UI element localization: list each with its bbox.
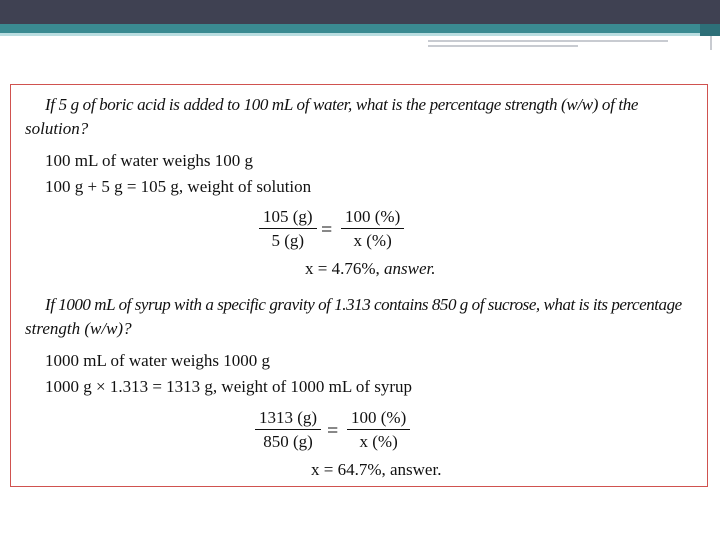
equals-sign: =: [327, 420, 339, 442]
problem1-question-line1: If 5 g of boric acid is added to 100 mL of water, what is the percentage strength (w/w) of the: [45, 95, 639, 114]
problem1-result: [305, 257, 435, 281]
fraction-denominator: 5 (g): [271, 231, 305, 250]
header-accent-band: [0, 24, 720, 33]
header-accent-strip: [0, 33, 720, 36]
problem1-step2: 100 g + 5 g = 105 g, weight of solution: [45, 177, 312, 196]
fraction-numerator: 100 (%): [351, 408, 407, 427]
fraction-denominator: 850 (g): [263, 432, 313, 451]
content-frame: [10, 84, 708, 487]
problem2-step2: 1000 g × 1.313 = 1313 g, weight of 1000 mL of syrup: [45, 377, 413, 396]
problem1-step1: 100 mL of water weighs 100 g: [45, 151, 254, 170]
problem2-question-line1: If 1000 mL of syrup with a specific gravity of 1.313 contains 850 g of sucrose, what is its percentage: [45, 295, 682, 314]
decor-line: [428, 45, 578, 47]
decor-line: [710, 36, 712, 50]
fraction-denominator: x (%): [359, 432, 398, 451]
problem2-question-line2: strength (w/w)?: [25, 319, 132, 338]
fraction-bar: [255, 429, 321, 430]
fraction-numerator: 1313 (g): [259, 408, 318, 427]
decor-line: [428, 40, 668, 42]
fraction-bar: [341, 228, 404, 229]
header-corner-accent: [700, 24, 720, 36]
problem2-fraction-right: [347, 408, 410, 452]
problem1-fraction-right: [341, 207, 404, 251]
result-value: x = 4.76%,: [305, 259, 380, 278]
problem2-step1: 1000 mL of water weighs 1000 g: [45, 351, 271, 370]
problem2-result: x = 64.7%, answer.: [311, 460, 442, 479]
fraction-bar: [259, 228, 317, 229]
fraction-bar: [347, 429, 410, 430]
problem1-fraction-left: [259, 207, 317, 251]
fraction-numerator: 105 (g): [263, 207, 313, 226]
problem2-fraction-left: [255, 408, 321, 452]
header-bar: [0, 0, 720, 24]
fraction-numerator: 100 (%): [345, 207, 401, 226]
fraction-denominator: x (%): [353, 231, 392, 250]
equals-sign: =: [321, 219, 333, 241]
answer-label: answer.: [384, 259, 436, 278]
problem1-question-line2: solution?: [25, 119, 89, 138]
